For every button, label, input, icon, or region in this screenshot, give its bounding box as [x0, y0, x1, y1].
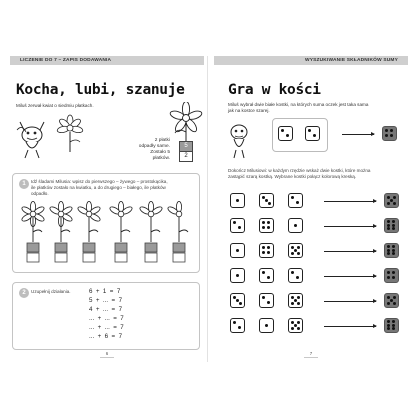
arrow-icon [324, 226, 376, 227]
die-pip [297, 246, 300, 249]
white-die[interactable] [259, 293, 274, 308]
gray-die[interactable] [384, 293, 399, 308]
arrowhead-icon [373, 199, 377, 203]
white-die[interactable] [288, 243, 303, 258]
die-pip [233, 321, 236, 324]
flower-with-boxes [21, 201, 45, 262]
die-pip [291, 302, 294, 305]
answer-box-gray [83, 243, 95, 252]
callout-line: płatków. [152, 156, 170, 161]
die-pip [233, 221, 236, 224]
task-1-line: odpadło. [31, 190, 49, 196]
die-pip [308, 129, 311, 132]
die-pip [294, 224, 297, 227]
white-die[interactable] [259, 268, 274, 283]
die-pip [262, 271, 265, 274]
die-pip [393, 296, 396, 299]
white-die[interactable] [230, 268, 245, 283]
die-pip [291, 321, 294, 324]
die-pip [393, 302, 396, 305]
white-die[interactable] [230, 218, 245, 233]
die-pip [239, 302, 242, 305]
equation-line: ... + ... = 7 [89, 324, 124, 331]
instruction-line: zastąpić szarą kostką. Wybrane kostki połącz kolorową kreską. [228, 173, 357, 179]
task-2-box [12, 282, 200, 350]
flower-stem [179, 217, 188, 242]
result-box-white: 2 [179, 151, 193, 162]
white-die[interactable] [230, 243, 245, 258]
equations-list [89, 287, 124, 341]
callout-line: 2 płatki [154, 138, 170, 143]
flower-center [118, 211, 124, 217]
gray-die[interactable] [384, 218, 399, 233]
callout-text [122, 138, 170, 162]
die-pip [392, 220, 395, 223]
equation-line: 6 + 1 = 7 [89, 288, 121, 295]
right-intro [228, 102, 368, 114]
right-header: WYSZUKIWANIE SKŁADNIKÓW SUMY [214, 56, 408, 65]
die-pip [297, 302, 300, 305]
die-pip [387, 276, 390, 279]
equation-line: 4 + ... = 7 [89, 306, 123, 313]
die-pip [392, 271, 395, 274]
die-pip [262, 226, 265, 229]
white-die[interactable] [230, 293, 245, 308]
die-pip [387, 245, 390, 248]
answer-box-gray [173, 243, 185, 252]
right-page-number: 7 [304, 351, 318, 358]
white-die[interactable] [230, 193, 245, 208]
flower-stem [121, 217, 130, 242]
die-pip [262, 251, 265, 254]
answer-box-gray [145, 243, 157, 252]
left-page-number: 6 [100, 351, 114, 358]
die-pip [262, 246, 265, 249]
white-die[interactable] [288, 193, 303, 208]
die-pip [387, 296, 390, 299]
flower-center [176, 211, 182, 217]
flower-with-boxes [77, 201, 101, 262]
die-pip [286, 134, 289, 137]
answer-box-white [83, 253, 95, 262]
die-pip [262, 196, 265, 199]
arrow-icon [324, 251, 376, 252]
die-pip [385, 134, 388, 137]
left-page [10, 56, 204, 362]
white-die[interactable] [259, 318, 274, 333]
answer-box-gray [115, 243, 127, 252]
task-1-box [12, 173, 200, 273]
flower-center [58, 211, 64, 217]
flower-center [86, 211, 92, 217]
die-pip [385, 129, 388, 132]
die-pip [387, 327, 390, 330]
die-pip [297, 321, 300, 324]
die-pip [390, 199, 393, 202]
answer-box-white [173, 253, 185, 262]
die-pip [390, 299, 393, 302]
book-spine [207, 56, 208, 362]
white-die[interactable] [278, 126, 293, 141]
die-pip [262, 221, 265, 224]
die-pip [393, 196, 396, 199]
task-1-line: Idź śladami Milusia: wpisz do pierwszego – żywego – prostokącika, [31, 179, 168, 184]
answer-box-gray [55, 243, 67, 252]
die-pip [262, 296, 265, 299]
die-pip [265, 199, 268, 202]
die-pip [392, 320, 395, 323]
die-pip [392, 227, 395, 230]
die-pip [392, 276, 395, 279]
die-pip [392, 252, 395, 255]
die-pip [291, 327, 294, 330]
answer-box-white [115, 253, 127, 262]
die-pip [390, 129, 393, 132]
arrow-icon [342, 134, 374, 135]
die-pip [392, 245, 395, 248]
die-pip [267, 246, 270, 249]
gray-die[interactable] [384, 193, 399, 208]
die-pip [387, 220, 390, 223]
callout-line: odpadły same. [138, 144, 170, 149]
left-title: Kocha, lubi, szanuje [16, 82, 185, 98]
die-pip [236, 249, 239, 252]
die-pip [267, 251, 270, 254]
arrowhead-icon [373, 249, 377, 253]
die-pip [236, 274, 239, 277]
equation-line: ... + ... = 7 [89, 315, 124, 322]
right-title: Gra w kości [228, 82, 321, 98]
die-pip [387, 196, 390, 199]
equation-line: 5 + ... = 7 [89, 297, 123, 304]
die-pip [294, 324, 297, 327]
arrowhead-icon [373, 324, 377, 328]
right-instruction [228, 168, 404, 180]
flower-with-boxes [139, 201, 163, 262]
die-pip [294, 299, 297, 302]
die-pip [387, 227, 390, 230]
intro-line: Miluś wybrał dwie białe kostki, na których suma oczek jest taka sama [228, 102, 369, 107]
flower-with-boxes [109, 201, 133, 262]
white-die[interactable] [230, 318, 245, 333]
answer-box-white [27, 253, 39, 262]
flowers-row [17, 200, 195, 268]
task-1-badge: 1 [19, 179, 29, 189]
die-pip [392, 327, 395, 330]
white-die[interactable] [259, 193, 274, 208]
intro-line: jak na kostce szarej. [228, 108, 270, 113]
arrowhead-icon [371, 132, 375, 136]
left-intro: Miluś zerwał kwiat o siedmiu płatkach. [16, 103, 94, 108]
die-pip [390, 134, 393, 137]
die-pip [291, 296, 294, 299]
die-pip [393, 202, 396, 205]
die-pip [296, 201, 299, 204]
die-pip [313, 134, 316, 137]
die-pip [387, 271, 390, 274]
flower-stem [151, 217, 160, 242]
die-pip [387, 320, 390, 323]
arrow-icon [324, 201, 376, 202]
callout-line: Zostało 5 [150, 150, 170, 155]
task-1-instruction [31, 179, 195, 196]
die-pip [294, 249, 297, 252]
die-pip [297, 252, 300, 255]
flower-icon [50, 114, 90, 154]
flower-with-boxes [167, 201, 188, 262]
gray-die[interactable] [384, 318, 399, 333]
die-pip [267, 276, 270, 279]
equation-line: ... + 6 = 7 [89, 333, 123, 340]
die-pip [387, 252, 390, 255]
die-pip [268, 202, 271, 205]
gray-die[interactable] [384, 243, 399, 258]
arrow-icon [324, 326, 376, 327]
white-die[interactable] [259, 218, 274, 233]
die-pip [291, 271, 294, 274]
die-pip [281, 129, 284, 132]
die-pip [265, 324, 268, 327]
gray-die[interactable] [384, 268, 399, 283]
instruction-line: Dokończ Milusiowi: w każdym rzędzie wskaż dwie kostki, które można [228, 168, 371, 173]
white-die[interactable] [288, 268, 303, 283]
arrowhead-icon [373, 224, 377, 228]
answer-box-white [55, 253, 67, 262]
white-die[interactable] [288, 318, 303, 333]
arrowhead-icon [373, 299, 377, 303]
white-die[interactable] [305, 126, 320, 141]
flower-with-boxes [49, 201, 73, 262]
white-die[interactable] [288, 293, 303, 308]
arrow-icon [324, 276, 376, 277]
die-pip [296, 276, 299, 279]
die-pip [236, 299, 239, 302]
right-page [214, 56, 408, 362]
milus-character-icon [226, 120, 252, 160]
answer-box-white [145, 253, 157, 262]
arrow-icon [324, 301, 376, 302]
die-pip [267, 221, 270, 224]
gray-die[interactable] [382, 126, 397, 141]
die-pip [291, 252, 294, 255]
die-pip [291, 246, 294, 249]
die-pip [267, 226, 270, 229]
arrowhead-icon [373, 274, 377, 278]
die-pip [238, 226, 241, 229]
flower-center [30, 211, 36, 217]
die-pip [233, 296, 236, 299]
result-box-gray: 5 [179, 141, 193, 152]
flower-center [148, 211, 154, 217]
task-1-line: ile płatków zostało na kwiatku, a do drugiego – białego, ile płatków [31, 184, 166, 190]
white-die[interactable] [288, 218, 303, 233]
die-pip [297, 296, 300, 299]
die-pip [236, 199, 239, 202]
task-2-badge: 2 [19, 288, 29, 298]
left-header: LICZENIE DO 7 – ZAPIS DODAWANIA [10, 56, 204, 65]
answer-box-gray [27, 243, 39, 252]
die-pip [387, 202, 390, 205]
die-pip [291, 196, 294, 199]
die-pip [297, 327, 300, 330]
die-pip [267, 301, 270, 304]
task-2-label: Uzupełnij działania. [31, 289, 71, 294]
die-pip [238, 326, 241, 329]
white-die[interactable] [259, 243, 274, 258]
die-pip [387, 302, 390, 305]
